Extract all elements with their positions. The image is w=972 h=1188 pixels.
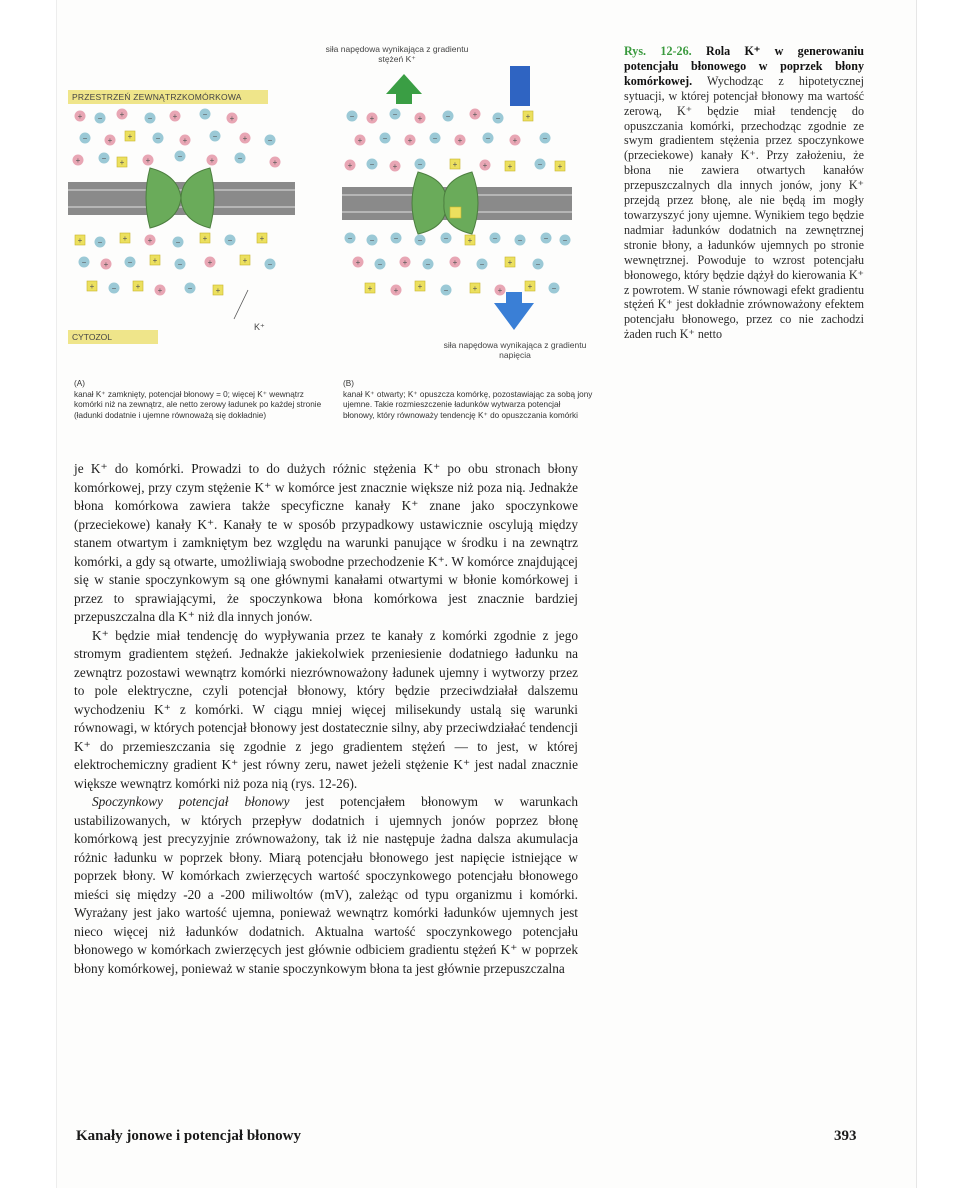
ion-charge-sign: +: [369, 114, 375, 123]
ion-charge-sign: −: [417, 160, 423, 169]
k-ion-label: K⁺: [254, 322, 265, 332]
cytosol-label: CYTOZOL: [68, 330, 158, 344]
ion-charge-sign: −: [542, 134, 548, 143]
ion-charge-sign: −: [349, 112, 355, 121]
ion-charge-sign: −: [417, 236, 423, 245]
ion-charge-sign: −: [495, 114, 501, 123]
ion-charge-sign: −: [551, 284, 557, 293]
ion-charge-sign: +: [209, 156, 215, 165]
subcaption-a-text: kanał K⁺ zamknięty, potencjał błonowy = 0; więcej K⁺ wewnątrz komórki niż na zewnątrz, ale netto zerowy ładunek po każdej stronie (ładunki dodatnie i ujemne równoważą się dokładnie): [74, 389, 322, 420]
ion-charge-sign: +: [259, 234, 265, 243]
ion-charge-sign: +: [393, 286, 399, 295]
ion-charge-sign: −: [369, 236, 375, 245]
ion-charge-sign: +: [75, 156, 81, 165]
channel-open-b: [412, 172, 446, 234]
channel-closed-a: [146, 168, 181, 228]
ion-charge-sign: −: [485, 134, 491, 143]
ion-charge-sign: −: [101, 154, 107, 163]
up-arrow: [386, 74, 422, 104]
ion-charge-sign: +: [77, 112, 83, 121]
ion-charge-sign: +: [467, 236, 473, 245]
ion-charge-sign: −: [155, 134, 161, 143]
k-ion-in-channel: [450, 207, 461, 218]
ion-charge-sign: −: [97, 238, 103, 247]
ion-charge-sign: −: [562, 236, 568, 245]
ion-charge-sign: +: [229, 114, 235, 123]
concentration-force-label: siła napędowa wynikająca z gradientu stężeń K⁺: [325, 44, 469, 64]
page-number: 393: [834, 1128, 857, 1144]
ion-charge-sign: −: [237, 154, 243, 163]
ion-charge-sign: −: [479, 260, 485, 269]
ion-charge-sign: +: [119, 110, 125, 119]
ion-charge-sign: +: [482, 161, 488, 170]
ion-charge-sign: +: [472, 110, 478, 119]
ion-charge-sign: +: [215, 286, 221, 295]
ion-charge-sign: +: [152, 256, 158, 265]
ion-charge-sign: −: [382, 134, 388, 143]
paragraph-3-text: jest potencjałem błonowym w warunkach ustabilizowanych, w których przepływ dodatnich i ujemnych jonów poprzez błonę komórkową jest precyzyjnie zrównoważony, tak iż nie następuje żadna dalsza akumulacja różnic ładunku w poprzek błony. Miarą potencjału błonowego jest napięcie istniejące w poprzek błony. W komórkach zwierzęcych wartość spoczynkowego potencjału błonowego mieści się między -20 a -200 miliwoltów (mV), zależąc od typu organizmu i komórki. Wyrażany jest jako wartość ujemna, ponieważ wewnątrz komórki ładunków ujemnych jest nieco więcej niż ładunków dodatnich. Aktualna wartość spoczynkowego potencjału błonowego w komórkach zwierzęcych jest głównie odbiciem gradientu stężeń K⁺ w poprzek błony komórkowej, ponieważ w stanie spoczynkowym błona ta jest głównie przepuszczalna: [74, 794, 578, 976]
down-arrow: [494, 292, 534, 330]
ion-charge-sign: −: [377, 260, 383, 269]
figure-number: Rys. 12-26.: [624, 44, 692, 58]
ion-charge-sign: −: [517, 236, 523, 245]
paragraph-3: [74, 793, 578, 978]
ion-charge-sign: −: [492, 234, 498, 243]
subcaption-a: [74, 379, 324, 421]
ion-charge-sign: −: [537, 160, 543, 169]
ion-charge-sign: +: [272, 158, 278, 167]
ion-charge-sign: −: [202, 110, 208, 119]
ion-charge-sign: +: [127, 132, 133, 141]
ion-charge-sign: +: [355, 258, 361, 267]
ion-charge-sign: −: [543, 234, 549, 243]
ion-charge-sign: −: [443, 286, 449, 295]
running-footer-title: Kanały jonowe i potencjał błonowy: [76, 1128, 302, 1144]
ion-charge-sign: −: [267, 260, 273, 269]
figure-caption: [624, 44, 864, 342]
ion-charge-sign: −: [81, 258, 87, 267]
ion-charge-sign: −: [127, 258, 133, 267]
blue-bar: [510, 66, 530, 106]
ion-charge-sign: −: [445, 112, 451, 121]
figure-graphic: [0, 0, 600, 380]
figure-title: Rola K⁺ w generowaniu potencjału błonowego w poprzek błony komórkowej.: [624, 44, 864, 88]
figure-12-26: [0, 0, 600, 380]
ion-charge-sign: +: [107, 136, 113, 145]
ion-charge-sign: +: [242, 134, 248, 143]
ion-charge-sign: +: [157, 286, 163, 295]
ion-charge-sign: +: [452, 160, 458, 169]
ion-charge-sign: +: [417, 114, 423, 123]
ion-charge-sign: +: [407, 136, 413, 145]
ion-charge-sign: +: [242, 256, 248, 265]
ion-charge-sign: +: [557, 162, 563, 171]
paragraph-1: je K⁺ do komórki. Prowadzi to do dużych różnic stężenia K⁺ po obu stronach błony komórkowej, przy czym stężenie K⁺ w komórce jest znacznie większe niż poza nią. Jednakże błona komórkowa zawiera także specyficzne kanały K⁺ znane jako spoczynkowe (przeciekowe) kanały K⁺. Kanały te w sposób przypadkowy ustawicznie oscylują między stanem otwartym i zamkniętym bez względu na warunki panujące w środku i na zewnątrz komórki, a gdy są otwarte, umożliwiają swobodne przechodzenie K⁺. W komórce znajdującej się w stanie spoczynkowym są one głównymi kanałami otwartymi w błonie komórkowej i przez to sprawiającymi, że spoczynkowa błona komórkowa jest znacznie bardziej przepuszczalna dla K⁺ niż dla innych jonów.: [74, 461, 578, 624]
ion-charge-sign: +: [367, 284, 373, 293]
ion-charge-sign: +: [527, 282, 533, 291]
ion-charge-sign: +: [77, 236, 83, 245]
ion-charge-sign: −: [392, 110, 398, 119]
ion-charge-sign: +: [347, 161, 353, 170]
ion-charge-sign: +: [512, 136, 518, 145]
ion-charge-sign: +: [147, 236, 153, 245]
ion-charge-sign: +: [525, 112, 531, 121]
voltage-force-label: siła napędowa wynikająca z gradientu napięcia: [443, 340, 587, 360]
ion-charge-sign: +: [207, 258, 213, 267]
ion-charge-sign: +: [135, 282, 141, 291]
ion-charge-sign: −: [111, 284, 117, 293]
ion-charge-sign: +: [357, 136, 363, 145]
ion-charge-sign: −: [443, 234, 449, 243]
ion-charge-sign: +: [202, 234, 208, 243]
extracellular-label: PRZESTRZEŃ ZEWNĄTRZKOMÓRKOWA: [68, 90, 268, 104]
ion-charge-sign: −: [535, 260, 541, 269]
ion-charge-sign: −: [212, 132, 218, 141]
ion-charge-sign: −: [432, 134, 438, 143]
ion-charge-sign: −: [175, 238, 181, 247]
ion-charge-sign: −: [187, 284, 193, 293]
subcaption-b: [343, 379, 593, 421]
ion-charge-sign: +: [402, 258, 408, 267]
ion-charge-sign: +: [472, 284, 478, 293]
ion-charge-sign: +: [452, 258, 458, 267]
ion-charge-sign: +: [507, 258, 513, 267]
term-resting-potential: Spoczynkowy potencjał błonowy: [92, 794, 290, 809]
ion-charge-sign: −: [177, 260, 183, 269]
ion-charge-sign: +: [145, 156, 151, 165]
ion-charge-sign: −: [347, 234, 353, 243]
ion-charge-sign: −: [227, 236, 233, 245]
ion-charge-sign: +: [172, 112, 178, 121]
ion-charge-sign: +: [457, 136, 463, 145]
ion-charge-sign: +: [182, 136, 188, 145]
ion-charge-sign: +: [417, 282, 423, 291]
ion-charge-sign: +: [497, 286, 503, 295]
ion-charge-sign: +: [103, 260, 109, 269]
ion-charge-sign: +: [507, 162, 513, 171]
ion-charge-sign: +: [119, 158, 125, 167]
ion-charge-sign: −: [393, 234, 399, 243]
subcaption-b-letter: (B): [343, 379, 354, 388]
body-text: [74, 460, 578, 978]
subcaption-a-letter: (A): [74, 379, 85, 388]
ion-charge-sign: −: [97, 114, 103, 123]
ion-charge-sign: +: [89, 282, 95, 291]
subcaption-b-text: kanał K⁺ otwarty; K⁺ opuszcza komórkę, pozostawiając za sobą jony ujemne. Takie rozmieszczenie ładunków wytwarza potencjał błonowy, który równoważy tendencję K⁺ do opuszczania komórki: [343, 389, 593, 420]
ion-charge-sign: −: [425, 260, 431, 269]
ion-charge-sign: −: [82, 134, 88, 143]
ion-charge-sign: −: [147, 114, 153, 123]
ion-charge-sign: −: [369, 160, 375, 169]
figure-caption-text: Wychodząc z hipotetycznej sytuacji, w której potencjał błonowy ma wartość zerową, K⁺ będzie miał tendencję do opuszczania komórki, przechodząc zgodnie ze swym gradientem stężenia przez spoczynkowe (przeciekowe) kanały K⁺. Przy założeniu, że błona nie zawiera otwartych kanałów przepuszczalnych dla innych jonów, jony K⁺ przejdą przez błonę, ale nie będą im mogły towarzyszyć jony ujemne. Wynikiem tego będzie nadmiar ładunków dodatnich na zewnętrznej stronie błony, a ładunków ujemnych po stronie wewnętrznej. Powoduje to wzrost potencjału błonowego, który będzie dążył do kierowania K⁺ z powrotem. W stanie równowagi efekt gradientu stężeń K⁺ jest dokładnie zrównoważony efektem potencjału błonowego, przez co nie zachodzi żaden ruch K⁺ netto: [624, 73, 864, 342]
ion-charge-sign: +: [122, 234, 128, 243]
ion-charge-sign: −: [267, 136, 273, 145]
ion-charge-sign: −: [177, 152, 183, 161]
ion-charge-sign: +: [392, 162, 398, 171]
paragraph-2: K⁺ będzie miał tendencję do wypływania przez te kanały z komórki zgodnie z jego stromym gradientem stężeń. Jednakże jakiekolwiek przeniesienie dodatniego ładunku na zewnątrz pozostawi wewnątrz komórki niezrównoważony ładunek ujemny i wytworzy przez to pole elektryczne, czyli potencjał błonowy, który będzie przeciwdziałał dalszemu wychodzeniu K⁺ z komórki. W ciągu mniej więcej milisekundy ustalą się warunki równowagi, w których potencjał błonowy jest dostatecznie silny, aby przeciwdziałać tendencji K⁺ do przemieszczania się zgodnie z jego gradientem stężeń — to jest, w której elektrochemiczny gradient K⁺ jest równy zeru, nawet jeżeli stężenie K⁺ jest nadal znacznie większe wewnątrz komórki niż poza nią (rys. 12-26).: [74, 627, 578, 791]
